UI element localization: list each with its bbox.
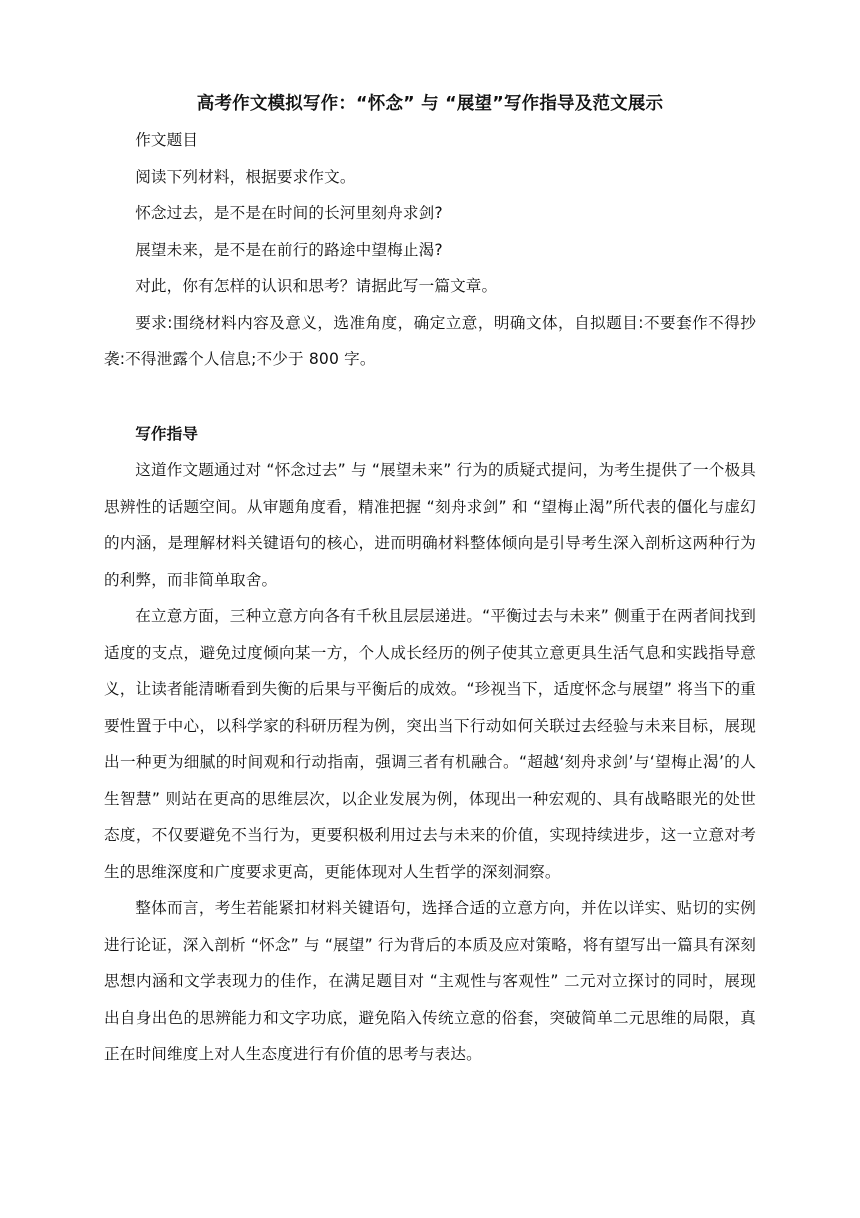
prompt-line: 对此，你有怎样的认识和思考？请据此写一篇文章。 [135,277,498,295]
section-spacer [104,378,756,416]
guide-paragraph: 整体而言，考生若能紧扣材料关键语句，选择合适的立意方向，并佐以详实、贴切的实例进行论证，深入剖析 “怀念” 与 “展望” 行为背后的本质及应对策略，将有望写出一篇具有深刻思想内涵和文学表现力的佳作，在满足题目对 “主观性与客观性” 二元对立探讨的同时，展现出自身出色的思辨能力和文字功底，避免陷入传统立意的俗套，突破简单二元思维的局限，真正在时间维度上对人生态度进行有价值的思考与表达。 [104,899,756,1063]
guide-paragraph: 这道作文题通过对 “怀念过去” 与 “展望未来” 行为的质疑式提问，为考生提供了一个极具思辨性的话题空间。从审题角度看，精准把握 “刻舟求剑” 和 “望梅止渴”所代表的僵化与虚幻的内涵，是理解材料关键语句的核心，进而明确材料整体倾向是引导考生深入剖析这两种行为的利弊，而非简单取舍。 [104,461,756,589]
document-page [104,86,756,1073]
prompt-requirements: 要求:围绕材料内容及意义，选准角度，确定立意，明确文体，自拟题目:不要套作不得抄袭:不得泄露个人信息;不少于 800 字。 [104,313,756,368]
prompt-line: 怀念过去，是不是在时间的长河里刻舟求剑? [135,204,443,222]
prompt-line: 阅读下列材料，根据要求作文。 [135,167,356,186]
guide-heading: 写作指导 [135,424,199,443]
document-title: 高考作文模拟写作：“怀念” 与 “展望”写作指导及范文展示 [196,94,664,114]
prompt-line: 展望未来，是不是在前行的路途中望梅止渴? [135,240,443,259]
section-label: 作文题目 [135,131,199,149]
guide-paragraph: 在立意方面，三种立意方向各有千秋且层层递进。“平衡过去与未来” 侧重于在两者间找到适度的支点，避免过度倾向某一方，个人成长经历的例子使其立意更具生活气息和实践指导意义，让读者能清晰看到失衡的后果与平衡后的成效。“珍视当下，适度怀念与展望” 将当下的重要性置于中心，以科学家的科研历程为例，突出当下行动如何关联过去经验与未来目标，展现出一种更为细腻的时间观和行动指南，强调三者有机融合。“超越‘刻舟求剑’与‘望梅止渴’的人生智慧” 则站在更高的思维层次，以企业发展为例，体现出一种宏观的、具有战略眼光的处世态度，不仅要避免不当行为，更要积极利用过去与未来的价值，实现持续进步，这一立意对考生的思维深度和广度要求更高，更能体现对人生哲学的深刻洞察。 [104,607,756,881]
